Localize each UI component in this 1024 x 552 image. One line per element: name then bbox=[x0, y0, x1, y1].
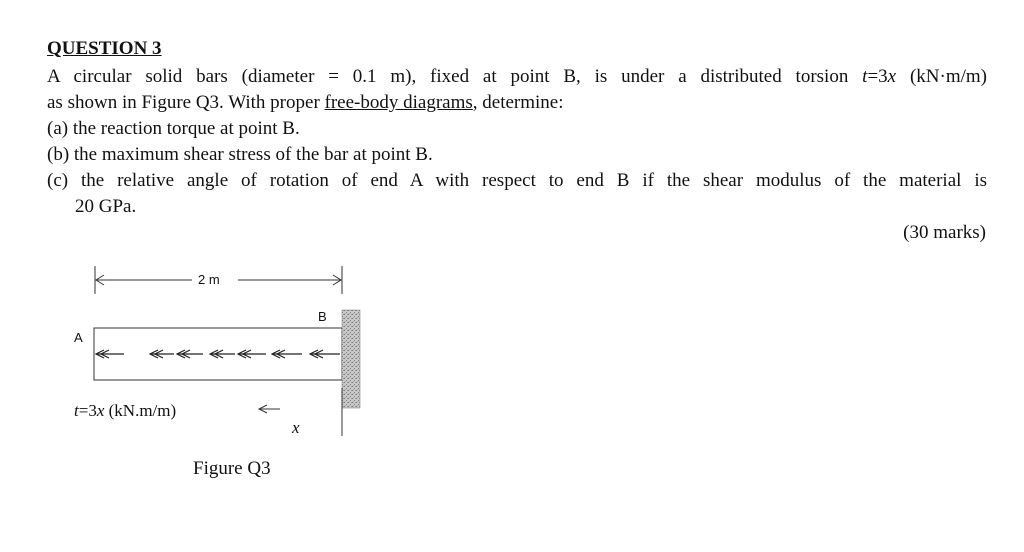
torsion-label-eq: =3 bbox=[78, 401, 97, 420]
figure-q3 bbox=[40, 238, 410, 458]
question-part-b: (b) the maximum shear stress of the bar at point B. bbox=[47, 144, 433, 165]
question-line-2-post: , determine: bbox=[472, 92, 564, 113]
fixed-wall bbox=[342, 310, 360, 408]
marks-label: (30 marks) bbox=[903, 222, 986, 243]
torsion-label-x: x bbox=[96, 401, 105, 420]
question-title: QUESTION 3 bbox=[47, 38, 162, 59]
torsion-symbol-t: t bbox=[862, 66, 868, 87]
x-coordinate-arrow bbox=[259, 388, 342, 436]
free-body-diagrams-text: free-body diagrams bbox=[324, 92, 473, 113]
question-part-c-line-2: 20 GPa. bbox=[75, 196, 137, 217]
question-line-1 bbox=[47, 66, 987, 88]
question-line-1-text: A circular solid bars (diameter = 0.1 m), fixed at point B, is under a distributed torsion bbox=[47, 66, 863, 87]
point-a-label: A bbox=[74, 330, 83, 345]
x-label-text: x bbox=[292, 418, 300, 437]
torsion-function-label bbox=[74, 401, 176, 420]
question-line-2-pre: as shown in Figure Q3. With proper bbox=[47, 92, 325, 113]
question-part-c-line-1: (c) the relative angle of rotation of end A with respect to end B if the shear modulus of the material is bbox=[47, 170, 987, 191]
point-b-label: B bbox=[318, 309, 327, 324]
torsion-label-units: (kN.m/m) bbox=[104, 401, 177, 420]
question-line-2 bbox=[47, 92, 564, 114]
figure-q3-drawing bbox=[40, 238, 410, 458]
torsion-equals: =3 bbox=[867, 66, 888, 87]
question-part-a: (a) the reaction torque at point B. bbox=[47, 118, 300, 139]
dimension-label: 2 m bbox=[198, 272, 220, 287]
torsion-symbol-x: x bbox=[887, 66, 897, 87]
x-label bbox=[292, 418, 300, 437]
figure-caption: Figure Q3 bbox=[193, 458, 271, 479]
torsion-units: (kN·m/m) bbox=[896, 66, 987, 87]
torsion-label-t: t bbox=[74, 401, 79, 420]
